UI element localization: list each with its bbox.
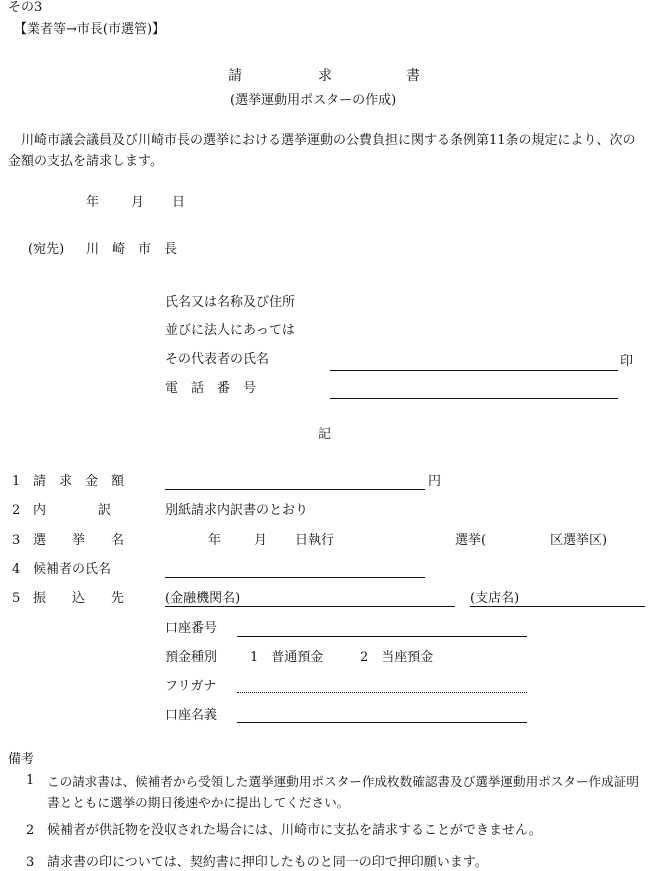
deposit-option-current[interactable]: 2 当座預金 — [360, 650, 434, 665]
title-subtitle: (選挙運動用ポスターの作成) — [230, 93, 397, 108]
item-1-number: 1 — [12, 474, 21, 489]
note-1-text: この請求書は、候補者から受領した選挙運動用ポスター作成枚数確認書及び選挙運動用ポスター作成証明書とともに選挙の期日後速やかに提出してください。 — [47, 774, 639, 810]
item-5-number: 5 — [12, 591, 21, 606]
form-number: その3 — [8, 0, 43, 15]
account-number-label: 口座番号 — [165, 621, 218, 636]
account-number-field[interactable] — [237, 636, 527, 637]
item-5-label: 振 込 先 — [33, 591, 125, 606]
title-char-3: 書 — [406, 68, 420, 84]
breakdown-value: 別紙請求内訳書のとおり — [165, 503, 309, 518]
account-holder-field[interactable] — [237, 722, 527, 723]
item-3-label: 選 挙 名 — [33, 533, 125, 548]
date-month-label: 月 — [131, 195, 145, 210]
title-char-1: 請 — [228, 68, 242, 84]
note-1-number: 1 — [26, 773, 35, 788]
note-3-number: 3 — [26, 855, 35, 870]
claimant-label-line1: 氏名又は名称及び住所 — [165, 295, 296, 310]
note-2-text: 候補者が供託物を没収された場合には、川崎市に支払を請求することができません。 — [47, 823, 542, 838]
form-category: 【業者等→市長(市選管)】 — [14, 22, 166, 37]
yen-unit: 円 — [428, 474, 442, 489]
election-name-open: 選挙( — [455, 533, 487, 548]
furigana-field[interactable] — [237, 692, 527, 693]
election-ward-label: 区選挙区) — [550, 533, 608, 548]
phone-label: 電 話 番 号 — [165, 381, 257, 396]
seal-mark: 印 — [620, 354, 634, 369]
item-3-number: 3 — [12, 533, 21, 548]
note-2-number: 2 — [26, 823, 35, 838]
claimant-label-line2: 並びに法人にあっては — [165, 323, 295, 338]
claimant-label-line3: その代表者の氏名 — [165, 352, 270, 367]
election-month-label: 月 — [254, 533, 268, 548]
addressee-label: (宛先) — [28, 242, 65, 257]
claim-amount-field[interactable] — [165, 489, 425, 490]
election-year-label: 年 — [208, 533, 222, 548]
election-day-label: 日執行 — [295, 533, 335, 548]
deposit-type-label: 預金種別 — [165, 650, 218, 665]
notes-heading: 備考 — [8, 752, 35, 767]
date-day-label: 日 — [172, 195, 186, 210]
item-2-number: 2 — [12, 503, 21, 518]
item-2-label: 内 訳 — [33, 503, 112, 518]
branch-name-field[interactable] — [470, 606, 645, 607]
title-char-2: 求 — [318, 68, 332, 84]
branch-name-label: (支店名) — [470, 591, 520, 606]
claimant-name-field[interactable] — [330, 370, 618, 371]
ki-heading: 記 — [318, 427, 332, 442]
account-holder-label: 口座名義 — [165, 708, 218, 723]
furigana-label: フリガナ — [165, 679, 217, 694]
item-4-number: 4 — [12, 562, 21, 577]
intro-paragraph: 川崎市議会議員及び川崎市長の選挙における選挙運動の公費負担に関する条例第11条の規定により、次の金額の支払を請求します。 — [8, 133, 636, 169]
bank-name-field[interactable] — [165, 606, 455, 607]
item-1-label: 請 求 金 額 — [33, 474, 125, 489]
item-4-label: 候補者の氏名 — [33, 562, 112, 577]
candidate-name-field[interactable] — [165, 577, 425, 578]
note-3-text: 請求書の印については、契約書に押印したものと同一の印で押印願います。 — [47, 855, 488, 870]
deposit-option-ordinary[interactable]: 1 普通預金 — [250, 650, 324, 665]
phone-field[interactable] — [330, 398, 618, 399]
bank-name-label: (金融機関名) — [165, 591, 241, 606]
date-year-label: 年 — [86, 195, 100, 210]
addressee-name: 川 崎 市 長 — [86, 242, 178, 257]
